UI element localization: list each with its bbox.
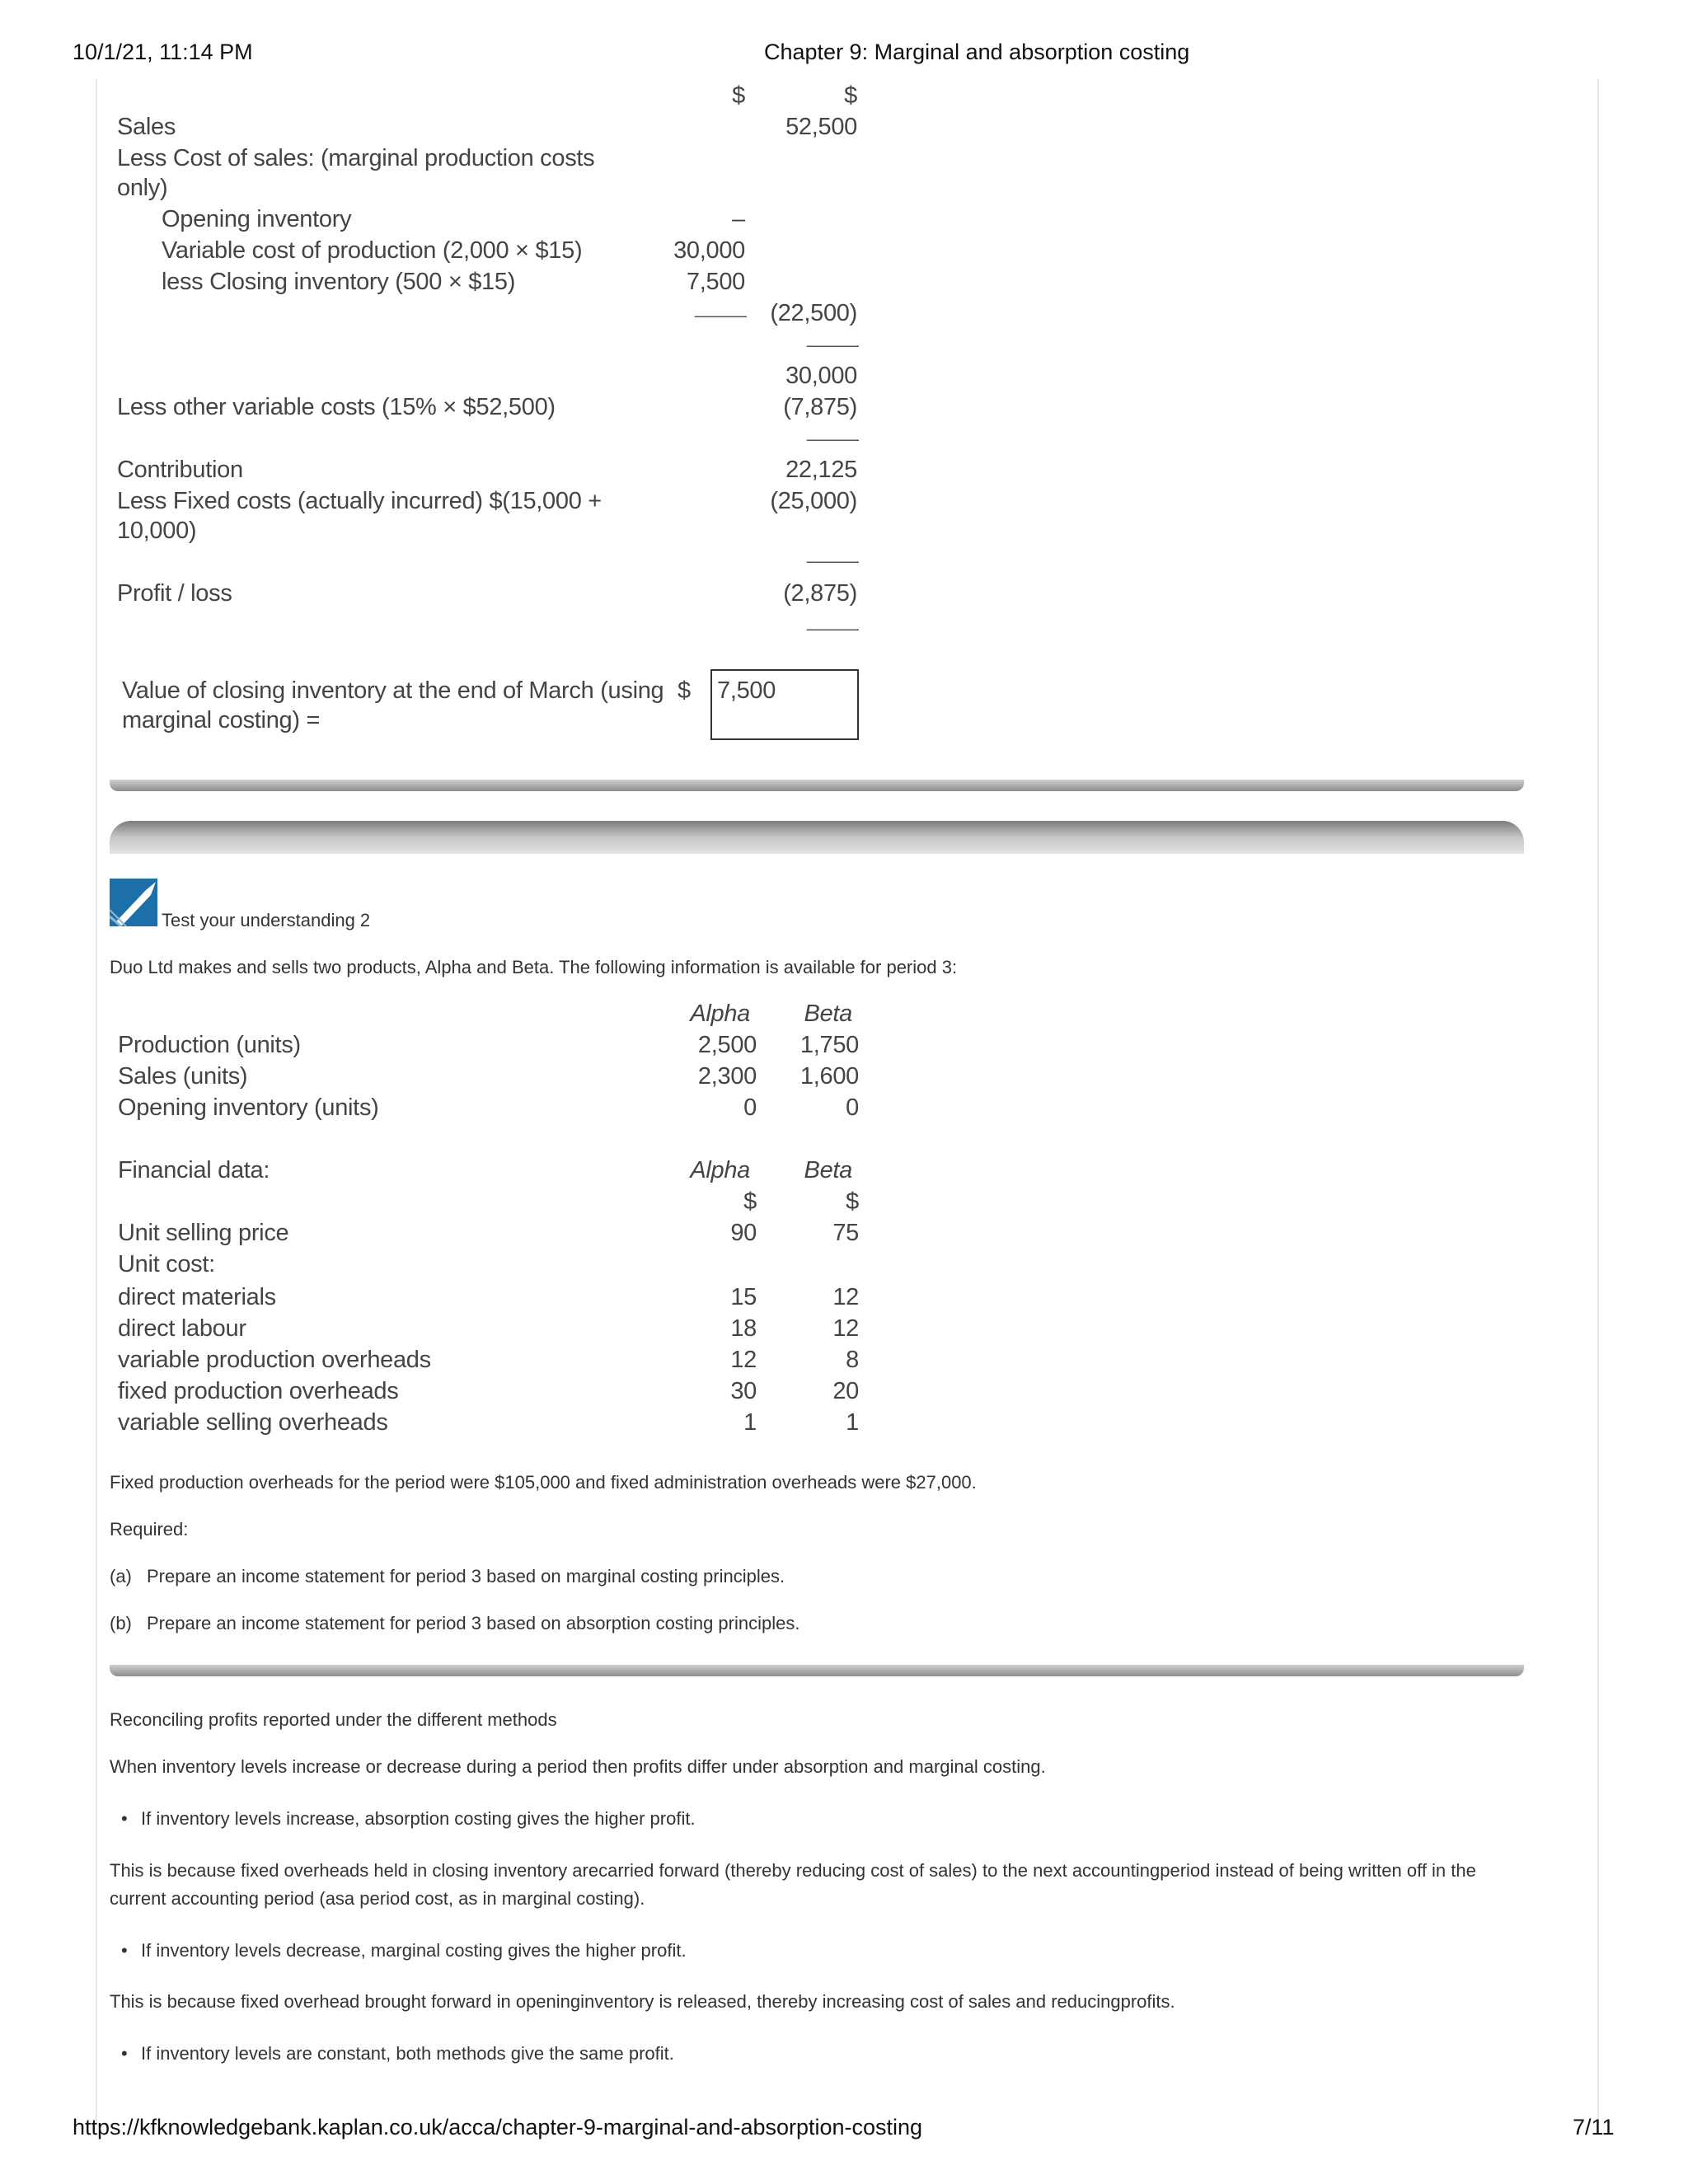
units-row-beta: 1,750 bbox=[799, 1032, 859, 1058]
financial-data-label: Financial data: bbox=[118, 1157, 270, 1183]
cost-of-sales-label: Less Cost of sales: (marginal production costs bbox=[117, 145, 595, 171]
requirement-b: Prepare an income statement for period 3 based on absorption costing principles. bbox=[147, 1613, 800, 1633]
cost-row-label: variable selling overheads bbox=[118, 1409, 388, 1436]
panel-top-bar bbox=[110, 821, 1524, 854]
paragraph: This is because fixed overhead brought forward in openinginventory is released, thereby increasing cost of sales and reducingprofits. bbox=[110, 1991, 1175, 2012]
closing-inventory-answer-box bbox=[710, 669, 859, 740]
unit-price-label: Unit selling price bbox=[118, 1220, 289, 1246]
subtotal-rule: –––––– bbox=[694, 305, 745, 326]
cost-row-label: variable production overheads bbox=[118, 1347, 431, 1373]
tyu-intro: Duo Ltd makes and sells two products, Alpha and Beta. The following information is available for period 3: bbox=[110, 957, 958, 977]
contribution-label: Contribution bbox=[117, 457, 243, 483]
col-beta: Beta bbox=[804, 1001, 852, 1027]
cost-row-alpha: 12 bbox=[730, 1347, 757, 1373]
fixed-costs-label: Less Fixed costs (actually incurred) $(15,000 + bbox=[117, 488, 602, 514]
pen-icon bbox=[110, 879, 157, 926]
fixed-costs-label-cont: 10,000) bbox=[117, 518, 197, 544]
bullet-item: • If inventory levels decrease, marginal costing gives the higher profit. bbox=[141, 1940, 687, 1961]
col1-currency: $ bbox=[732, 82, 745, 109]
units-row-alpha: 2,300 bbox=[697, 1063, 757, 1090]
requirement-a-marker: (a) bbox=[110, 1566, 132, 1586]
col-alpha: Alpha bbox=[690, 1001, 750, 1027]
section-heading: Reconciling profits reported under the different methods bbox=[110, 1709, 557, 1730]
panel-bottom-bar bbox=[110, 780, 1524, 791]
panel-bottom-bar bbox=[110, 1665, 1524, 1676]
page-number: 7/11 bbox=[1573, 2115, 1615, 2139]
units-row-alpha: 0 bbox=[743, 1094, 757, 1121]
cost-row-beta: 1 bbox=[846, 1409, 859, 1436]
paragraph-line: This is because fixed overheads held in closing inventory arecarried forward (thereby reducing cost of sales) to the next accountingperiod instead of being written off in the bbox=[110, 1860, 1476, 1881]
closing-inventory-question-cont: marginal costing) = bbox=[122, 707, 321, 733]
cost-row-label: fixed production overheads bbox=[118, 1378, 399, 1404]
requirement-b-marker: (b) bbox=[110, 1613, 132, 1633]
units-row-label: Production (units) bbox=[118, 1032, 301, 1058]
overheads-note: Fixed production overheads for the period were $105,000 and fixed administration overheads were $27,000. bbox=[110, 1472, 977, 1493]
col2-currency: $ bbox=[844, 82, 857, 109]
col-beta: Beta bbox=[804, 1157, 852, 1183]
bullet-item: • If inventory levels increase, absorption costing gives the higher profit. bbox=[141, 1808, 696, 1830]
units-row-alpha: 2,500 bbox=[697, 1032, 757, 1058]
cost-row-beta: 12 bbox=[832, 1284, 859, 1310]
paragraph-line: current accounting period (asa period cost, as in marginal costing). bbox=[110, 1888, 645, 1909]
required-label: Required: bbox=[110, 1519, 189, 1540]
cost-row-beta: 12 bbox=[832, 1315, 859, 1342]
profit-label: Profit / loss bbox=[117, 580, 232, 607]
after-cost-of-sales: 30,000 bbox=[785, 363, 857, 389]
closing-inventory-answer: 7,500 bbox=[717, 677, 776, 704]
rule-4: –––––– bbox=[806, 618, 857, 639]
cost-row-label: direct materials bbox=[118, 1284, 276, 1310]
contribution-value: 22,125 bbox=[785, 457, 857, 483]
page-title: Chapter 9: Marginal and absorption costing bbox=[764, 40, 1190, 64]
sales-label: Sales bbox=[117, 114, 176, 140]
fixed-costs-value: (25,000) bbox=[770, 488, 857, 514]
cost-row-alpha: 1 bbox=[743, 1409, 757, 1436]
reconcile-intro: When inventory levels increase or decrease during a period then profits differ under absorption and marginal costing. bbox=[110, 1756, 1046, 1777]
sales-value: 52,500 bbox=[785, 114, 857, 140]
unit-price-alpha: 90 bbox=[730, 1220, 757, 1246]
closing-inventory-label: less Closing inventory (500 × $15) bbox=[162, 269, 516, 295]
page-url[interactable]: https://kfknowledgebank.kaplan.co.uk/acca/chapter-9-marginal-and-absorption-costing bbox=[73, 2115, 923, 2139]
cost-row-alpha: 18 bbox=[730, 1315, 757, 1342]
variable-cost-value: 30,000 bbox=[673, 237, 745, 264]
closing-inventory-value: 7,500 bbox=[686, 269, 745, 295]
print-datetime: 10/1/21, 11:14 PM bbox=[73, 40, 253, 64]
requirement-a: Prepare an income statement for period 3 based on marginal costing principles. bbox=[147, 1566, 785, 1586]
closing-inventory-currency: $ bbox=[678, 677, 691, 704]
profit-value: (2,875) bbox=[783, 580, 857, 607]
unit-cost-label: Unit cost: bbox=[118, 1251, 215, 1277]
currency-beta: $ bbox=[846, 1188, 859, 1215]
col-alpha: Alpha bbox=[690, 1157, 750, 1183]
other-variable-value: (7,875) bbox=[783, 394, 857, 420]
closing-inventory-question: Value of closing inventory at the end of March (using bbox=[122, 677, 664, 704]
opening-inventory-value: – bbox=[732, 206, 745, 232]
cost-row-label: direct labour bbox=[118, 1315, 246, 1342]
cost-row-beta: 8 bbox=[846, 1347, 859, 1373]
currency-alpha: $ bbox=[743, 1188, 757, 1215]
unit-price-beta: 75 bbox=[832, 1220, 859, 1246]
cost-row-alpha: 30 bbox=[730, 1378, 757, 1404]
rule-3: –––––– bbox=[806, 551, 857, 571]
units-row-beta: 0 bbox=[846, 1094, 859, 1121]
rule-1: –––––– bbox=[806, 335, 857, 355]
variable-cost-label: Variable cost of production (2,000 × $15) bbox=[162, 237, 583, 264]
other-variable-label: Less other variable costs (15% × $52,500) bbox=[117, 394, 556, 420]
units-row-label: Sales (units) bbox=[118, 1063, 248, 1090]
units-row-label: Opening inventory (units) bbox=[118, 1094, 379, 1121]
rule-2: –––––– bbox=[806, 429, 857, 449]
cost-row-alpha: 15 bbox=[730, 1284, 757, 1310]
tyu-title: Test your understanding 2 bbox=[162, 910, 371, 930]
opening-inventory-label: Opening inventory bbox=[162, 206, 352, 232]
cost-row-beta: 20 bbox=[832, 1378, 859, 1404]
bullet-item: • If inventory levels are constant, both methods give the same profit. bbox=[141, 2043, 674, 2064]
units-row-beta: 1,600 bbox=[799, 1063, 859, 1090]
cost-total: (22,500) bbox=[770, 300, 857, 326]
cost-of-sales-label-cont: only) bbox=[117, 175, 168, 201]
